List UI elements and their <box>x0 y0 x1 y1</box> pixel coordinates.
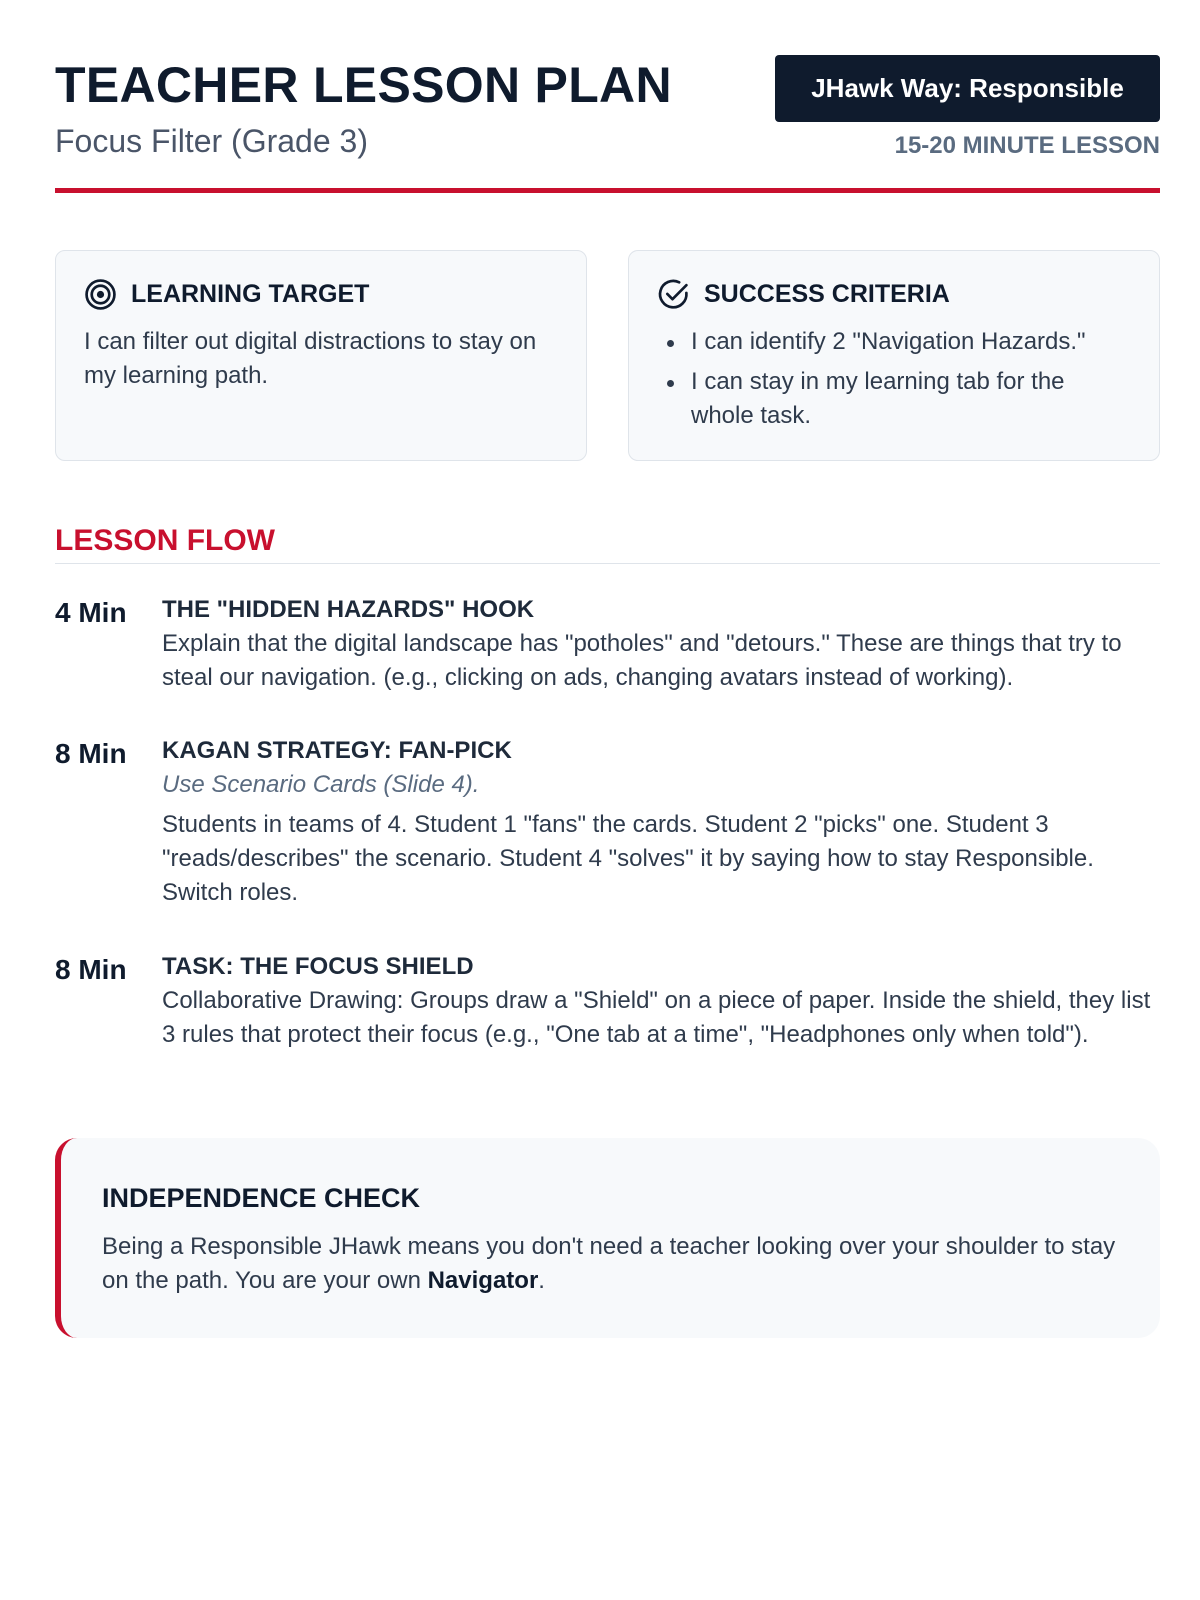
step-duration: 4 Min <box>55 597 127 628</box>
independence-check-callout <box>55 1138 1160 1338</box>
success-criteria-header <box>657 277 950 311</box>
step-duration: 8 Min <box>55 954 127 985</box>
step-title: TASK: THE FOCUS SHIELD <box>162 953 474 980</box>
jhawk-way-badge: JHawk Way: Responsible <box>775 55 1160 122</box>
header-divider <box>55 188 1160 193</box>
lesson-duration: 15-20 MINUTE LESSON <box>894 132 1160 159</box>
learning-target-text: I can filter out digital distractions to stay on my learning path. <box>84 328 537 389</box>
step-text: Students in teams of 4. Student 1 "fans" the cards. Student 2 "picks" one. Student 3 "reads/describes" the scenario. Student 4 "solves" it by saying how to stay Responsible. Switch roles. <box>162 811 1094 906</box>
independence-check-text-end: . <box>538 1267 545 1294</box>
learning-target-title: LEARNING TARGET <box>131 280 370 308</box>
step-duration: 8 Min <box>55 738 127 769</box>
step-note: Use Scenario Cards (Slide 4). <box>162 771 480 798</box>
check-circle-icon <box>657 278 690 311</box>
step-text: Explain that the digital landscape has "potholes" and "detours." These are things that try to steal our navigation. (e.g., clicking on ads, changing avatars instead of working). <box>162 630 1122 691</box>
step-title: KAGAN STRATEGY: FAN-PICK <box>162 737 512 764</box>
success-criteria-title: SUCCESS CRITERIA <box>704 280 950 308</box>
target-icon <box>84 278 117 311</box>
page-subtitle: Focus Filter (Grade 3) <box>55 123 368 159</box>
page-title: TEACHER LESSON PLAN <box>55 57 672 113</box>
independence-check-text-start: Being a Responsible JHawk means you don't need a teacher looking over your shoulder to stay on the path. You are your own <box>102 1233 1116 1294</box>
lesson-flow-title: LESSON FLOW <box>55 524 275 557</box>
success-criteria-card <box>628 250 1160 461</box>
independence-check-text <box>102 1230 1120 1298</box>
learning-target-header <box>84 277 369 311</box>
list-item: I can identify 2 "Navigation Hazards." <box>657 325 1129 359</box>
independence-check-title: INDEPENDENCE CHECK <box>102 1183 421 1213</box>
step-body <box>162 950 1160 1052</box>
step-body <box>162 593 1160 695</box>
success-criteria-list <box>657 325 1129 439</box>
step-title: THE "HIDDEN HAZARDS" HOOK <box>162 596 535 623</box>
navigator-emphasis: Navigator <box>427 1267 539 1294</box>
step-text: Collaborative Drawing: Groups draw a "Shield" on a piece of paper. Inside the shield, they list 3 rules that protect their focus (e.g., "One tab at a time", "Headphones only when told"). <box>162 987 1151 1048</box>
header <box>55 55 1160 195</box>
section-divider <box>55 563 1160 564</box>
learning-target-card <box>55 250 587 461</box>
list-item: I can stay in my learning tab for the whole task. <box>657 365 1129 433</box>
step-body <box>162 734 1160 910</box>
